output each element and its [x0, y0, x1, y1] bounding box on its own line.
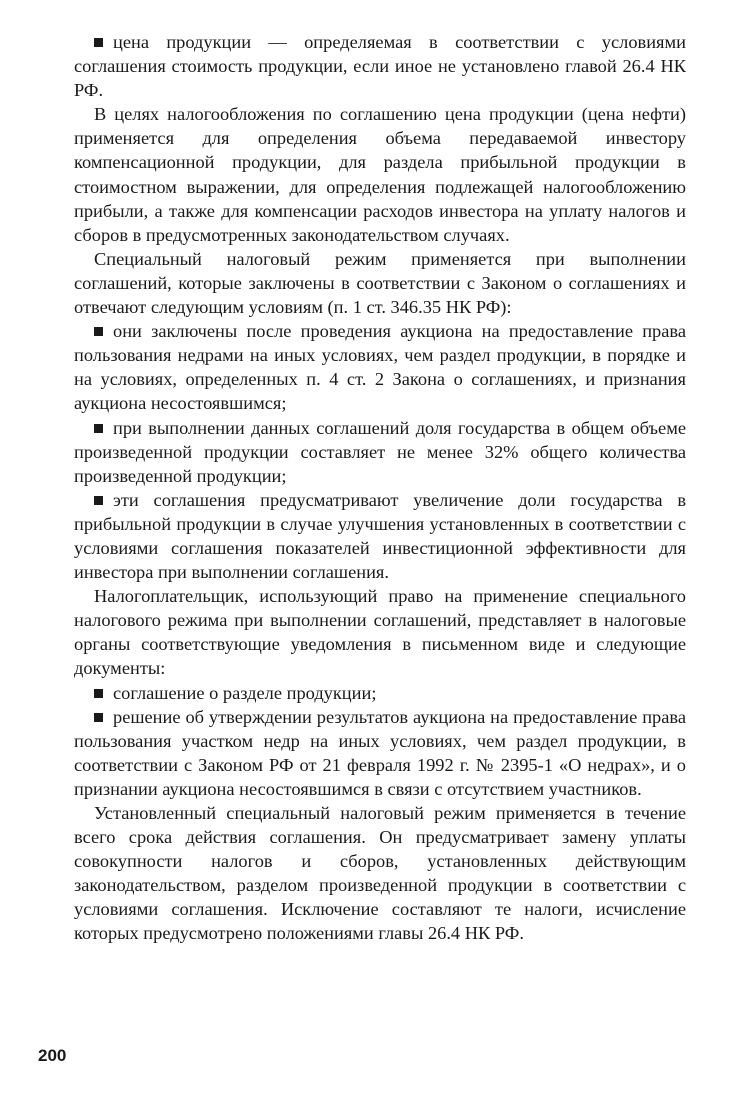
- bullet-marker-icon: [94, 327, 103, 336]
- bullet-marker-icon: [94, 689, 103, 698]
- bullet-item: [74, 319, 686, 415]
- paragraph: Налогоплательщик, использующий право на применение специального налогового режима при выполнении соглашений, представляет в налоговые органы соответствующие уведомления в письменном виде и следующие документы:: [74, 586, 686, 679]
- bullet-marker-icon: [94, 38, 103, 47]
- bullet-text: они заключены после проведения аукциона на предоставление права пользования недрами на иных условиях, чем раздел продукции, в порядке и на условиях, определенных п. 4 ст. 2 Закона о соглашениях, и признания аукциона несостоявшимся;: [74, 321, 686, 414]
- paragraph: Установленный специальный налоговый режим применяется в течение всего срока действия соглашения. Он предусматривает замену уплаты совокупности налогов и сборов, установленных действующим законодательством, разделом произведенной продукции в соответствии с условиями соглашения. Исключение составляют те налоги, исчисление которых предусмотрено положениями главы 26.4 НК РФ.: [74, 803, 686, 944]
- bullet-marker-icon: [94, 424, 103, 433]
- bullet-item: [74, 705, 686, 801]
- bullet-item: [74, 488, 686, 584]
- bullet-text: при выполнении данных соглашений доля государства в общем объеме произведенной продукции составляет не менее 32% общего количества произведенной продукции;: [74, 417, 686, 486]
- bullet-marker-icon: [94, 713, 103, 722]
- bullet-item: [74, 30, 686, 102]
- paragraph: Специальный налоговый режим применяется при выполнении соглашений, которые заключены в соответствии с Законом о соглашениях и отвечают следующим условиям (п. 1 ст. 346.35 НК РФ):: [74, 248, 686, 318]
- bullet-item: [74, 681, 686, 705]
- bullet-item: [74, 416, 686, 488]
- paragraph: В целях налогообложения по соглашению цена продукции (цена нефти) применяется для определения объема передаваемой инвестору компенсационной продукции, для раздела прибыльной продукции в стоимостном выражении, для определения подлежащей налогообложению прибыли, а также для компенсации расходов инвестора на уплату налогов и сборов в предусмотренных законодательством случаях.: [74, 104, 686, 245]
- bullet-text: цена продукции — определяемая в соответствии с условиями соглашения стоимость продукции, если иное не установлено главой 26.4 НК РФ.: [74, 32, 686, 101]
- bullet-text: соглашение о разделе продукции;: [113, 682, 377, 703]
- bullet-text: решение об утверждении результатов аукциона на предоставление права пользования участком недр на иных условиях, чем раздел продукции, в соответствии с Законом РФ от 21 февраля 1992 г. № 2395-1 «О недрах», и о признании аукциона несостоявшимся в связи с отсутствием участников.: [74, 706, 686, 799]
- bullet-marker-icon: [94, 496, 103, 505]
- bullet-text: эти соглашения предусматривают увеличение доли государства в прибыльной продукции в случае улучшения установленных в соответствии с условиями соглашения показателей инвестиционной эффективности для инвестора при выполнении соглашения.: [74, 489, 686, 583]
- page-number: 200: [38, 1046, 67, 1065]
- page-body: [74, 30, 686, 946]
